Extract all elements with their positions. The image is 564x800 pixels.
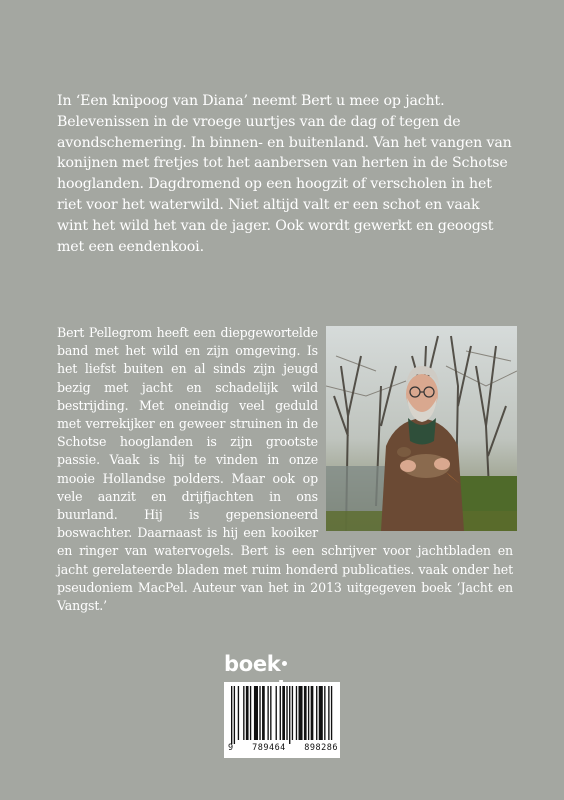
barcode-bar	[311, 686, 314, 740]
author-photo	[326, 326, 517, 531]
barcode-bar	[331, 686, 332, 740]
isbn-group-1: 789464	[252, 743, 286, 753]
barcode-bar	[234, 686, 235, 744]
barcode-bar	[308, 686, 309, 740]
barcode-bar	[316, 686, 317, 740]
barcode-bar	[299, 686, 303, 740]
barcode-bar	[304, 686, 307, 740]
barcode-bar	[280, 686, 281, 740]
barcode-bar	[250, 686, 251, 740]
barcode-bar	[267, 686, 268, 740]
blurb-text: In ‘Een knipoog van Diana’ neemt Bert u mee op jacht. Belevenissen in de vroege uurtjes van de dag of tegen de avondschemering. In binnen- en buitenland. Van het vangen van konijnen met fretjes tot het aanbersen van herten in de Schotse hooglanden. Dagdromend op een hoogzit of verscholen in het riet voor het waterwild. Niet altijd valt er een schot en vaak wint het wild het van de jager. Ook wordt gewerkt en geoogst met een eendenkooi.	[57, 93, 512, 255]
author-section	[57, 324, 513, 615]
barcode-bar	[289, 686, 290, 744]
barcode-bar	[319, 686, 323, 740]
barcode-bar	[282, 686, 285, 740]
isbn-lead-digit: 9	[228, 743, 234, 753]
isbn-barcode	[224, 682, 340, 758]
barcode-bars	[224, 682, 340, 744]
isbn-group-2: 898286	[304, 743, 338, 753]
logo-dot-icon	[282, 661, 287, 666]
author-bio-text: Bert Pellegrom heeft een diepgewortelde band met het wild en zijn omgeving. Is het liefst buiten en al sinds zijn jeugd bezig met jacht en schadelijk wild bestrijding. Met oneindig veel geduld met verrekijker en geweer struinen in de Schotse hooglanden is zijn grootste passie. Vaak is hij te vinden in onze mooie Hollandse polders. Maar ook op vele aanzit en drijfjachten in ons buurland. Hij is gepensioneerd boswachter. Daarnaast is hij een kooiker en ringer van watervogels. Bert is een schrijver voor jachtbladen en jacht gerelateerde bladen met ruim honderd publicaties. vaak onder het pseudoniem MacPel. Auteur van het in 2013 uitgegeven boek ‘Jacht en Vangst.’	[57, 325, 513, 614]
barcode-bar	[296, 686, 297, 740]
author-photo-illustration	[326, 326, 517, 531]
publisher-logo-part1: boek	[224, 652, 281, 676]
publisher-logo	[224, 652, 342, 680]
barcode-bar	[324, 686, 325, 740]
barcode-bar	[231, 686, 232, 744]
barcode-bar	[276, 686, 277, 740]
barcode-bar	[254, 686, 258, 740]
barcode-bar	[328, 686, 329, 740]
isbn-number	[228, 743, 338, 753]
barcode-bar	[270, 686, 271, 740]
barcode-bar	[246, 686, 249, 740]
barcode-bar	[259, 686, 260, 740]
barcode-bar	[243, 686, 244, 740]
barcode-bar	[292, 686, 293, 740]
barcode-bar	[286, 686, 287, 740]
barcode-bar	[238, 686, 239, 740]
barcode-bar	[262, 686, 265, 740]
